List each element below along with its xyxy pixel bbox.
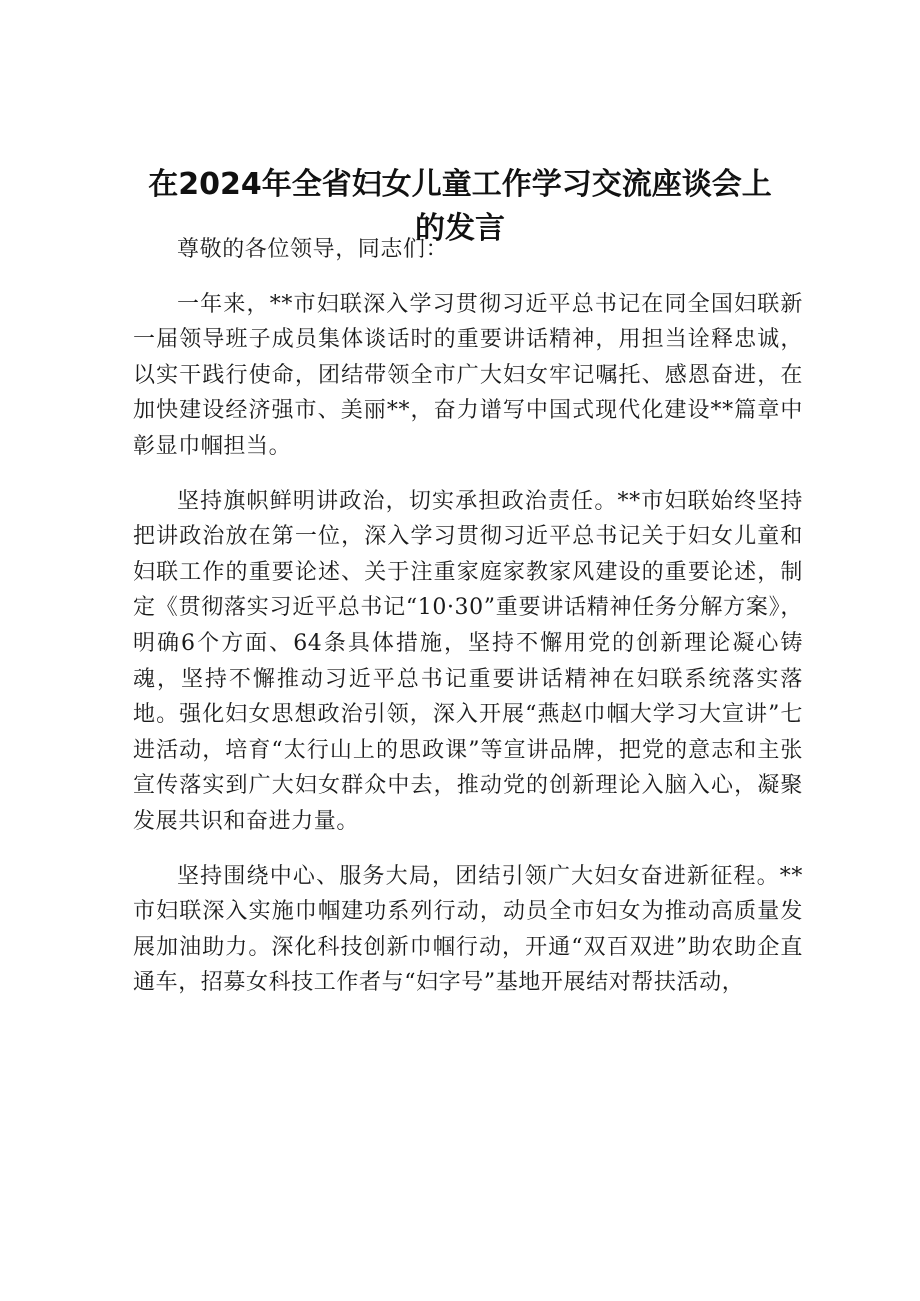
title-line-1: 在2024年全省妇女儿童工作学习交流座谈会上 [148, 167, 772, 202]
paragraph-intro: 一年来，**市妇联深入学习贯彻习近平总书记在同全国妇联新一届领导班子成员集体谈话时的重要讲话精神，用担当诠释忠诚，以实干践行使命，团结带领全市广大妇女牢记嘱托、感恩奋进，在加快建设经济强市、美丽**，奋力谱写中国式现代化建设**篇章中彰显巾帼担当。 [133, 291, 803, 459]
paragraph-service: 坚持围绕中心、服务大局，团结引领广大妇女奋进新征程。**市妇联深入实施巾帼建功系列行动，动员全市妇女为推动高质量发展加油助力。深化科技创新巾帼行动，开通“双百双进”助农助企直通车，招募女科技工作者与“妇字号”基地开展结对帮扶活动， [133, 863, 803, 996]
title-line-2: 的发言 [415, 211, 505, 246]
greeting: 尊敬的各位领导，同志们： [177, 237, 449, 262]
document-body [133, 232, 803, 1001]
paragraph-politics: 坚持旗帜鲜明讲政治，切实承担政治责任。**市妇联始终坚持把讲政治放在第一位，深入学习贯彻习近平总书记关于妇女儿童和妇联工作的重要论述、关于注重家庭家教家风建设的重要论述，制定《贯彻落实习近平总书记“10·30”重要讲话精神任务分解方案》，明确6个方面、64条具体措施，坚持不懈用党的创新理论凝心铸魂，坚持不懈推动习近平总书记重要讲话精神在妇联系统落实落地。强化妇女思想政治引领，深入开展“燕赵巾帼大学习大宣讲”七进活动，培育“太行山上的思政课”等宣讲品牌，把党的意志和主张宣传落实到广大妇女群众中去，推动党的创新理论入脑入心，凝聚发展共识和奋进力量。 [133, 488, 803, 834]
